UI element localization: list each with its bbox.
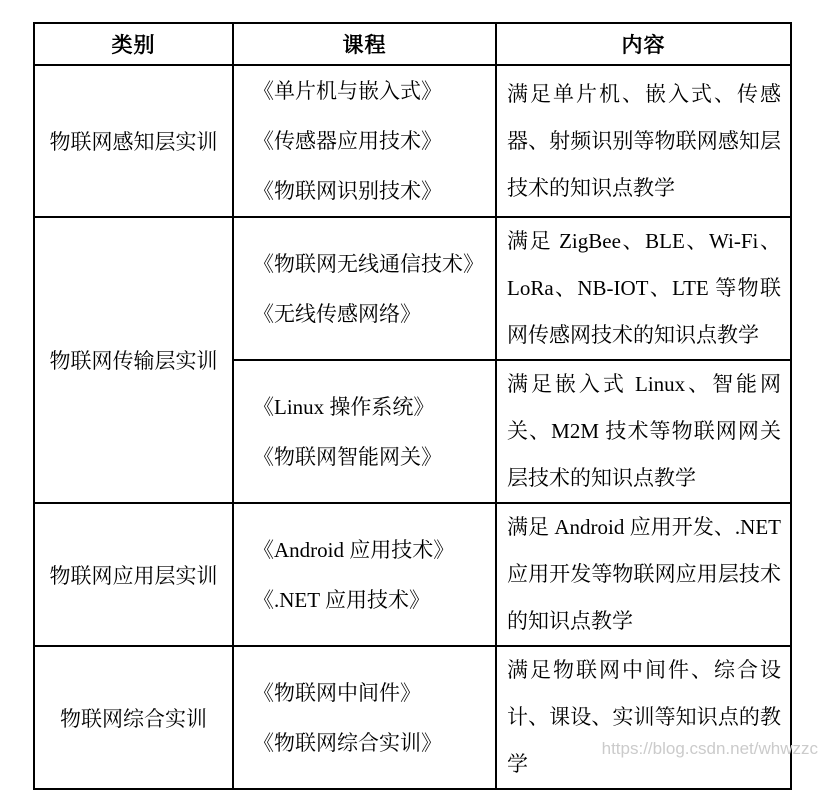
course-item: 《物联网无线通信技术》 [253,251,484,276]
course-table-wrap [33,22,792,790]
course-cell-application [233,503,496,646]
table-row-application [34,503,791,646]
content-cell-transport-gateway: 满足嵌入式 Linux、智能网关、M2M 技术等物联网网关层技术的知识点教学 [496,360,791,503]
course-item: 《物联网中间件》 [253,680,421,705]
content-cell-perception: 满足单片机、嵌入式、传感器、射频识别等物联网感知层技术的知识点教学 [496,65,791,217]
csdn-watermark: https://blog.csdn.net/whwzzc [601,739,818,758]
content-cell-comprehensive: 满足物联网中间件、综合设计、课设、实训等知识点的教学 [496,646,791,789]
course-item: 《无线传感网络》 [253,301,421,326]
content-cell-application: 满足 Android 应用开发、.NET应用开发等物联网应用层技术的知识点教学 [496,503,791,646]
course-cell-transport-wireless [233,217,496,360]
course-item: 《单片机与嵌入式》 [253,79,442,103]
header-cell-content: 内容 [496,23,791,65]
category-cell-application: 物联网应用层实训 [34,503,233,646]
header-cell-course: 课程 [233,23,496,65]
course-table [33,22,792,790]
course-item: 《Android 应用技术》 [253,537,455,562]
category-cell-comprehensive: 物联网综合实训 [34,646,233,789]
course-cell-perception [233,65,496,217]
course-item: 《物联网识别技术》 [253,179,442,203]
category-cell-transport: 物联网传输层实训 [34,217,233,503]
course-item: 《物联网智能网关》 [253,444,442,469]
course-item: 《Linux 操作系统》 [253,394,435,419]
header-cell-category: 类别 [34,23,233,65]
course-cell-transport-gateway [233,360,496,503]
table-row-perception [34,65,791,217]
table-header-row [34,23,791,65]
course-item: 《物联网综合实训》 [253,730,442,755]
table-row-transport-wireless [34,217,791,360]
content-cell-transport-wireless: 满足 ZigBee、BLE、Wi-Fi、LoRa、NB-IOT、LTE 等物联网传感网技术的知识点教学 [496,217,791,360]
course-item: 《.NET 应用技术》 [253,587,430,612]
course-item: 《传感器应用技术》 [253,129,442,153]
category-cell-perception: 物联网感知层实训 [34,65,233,217]
